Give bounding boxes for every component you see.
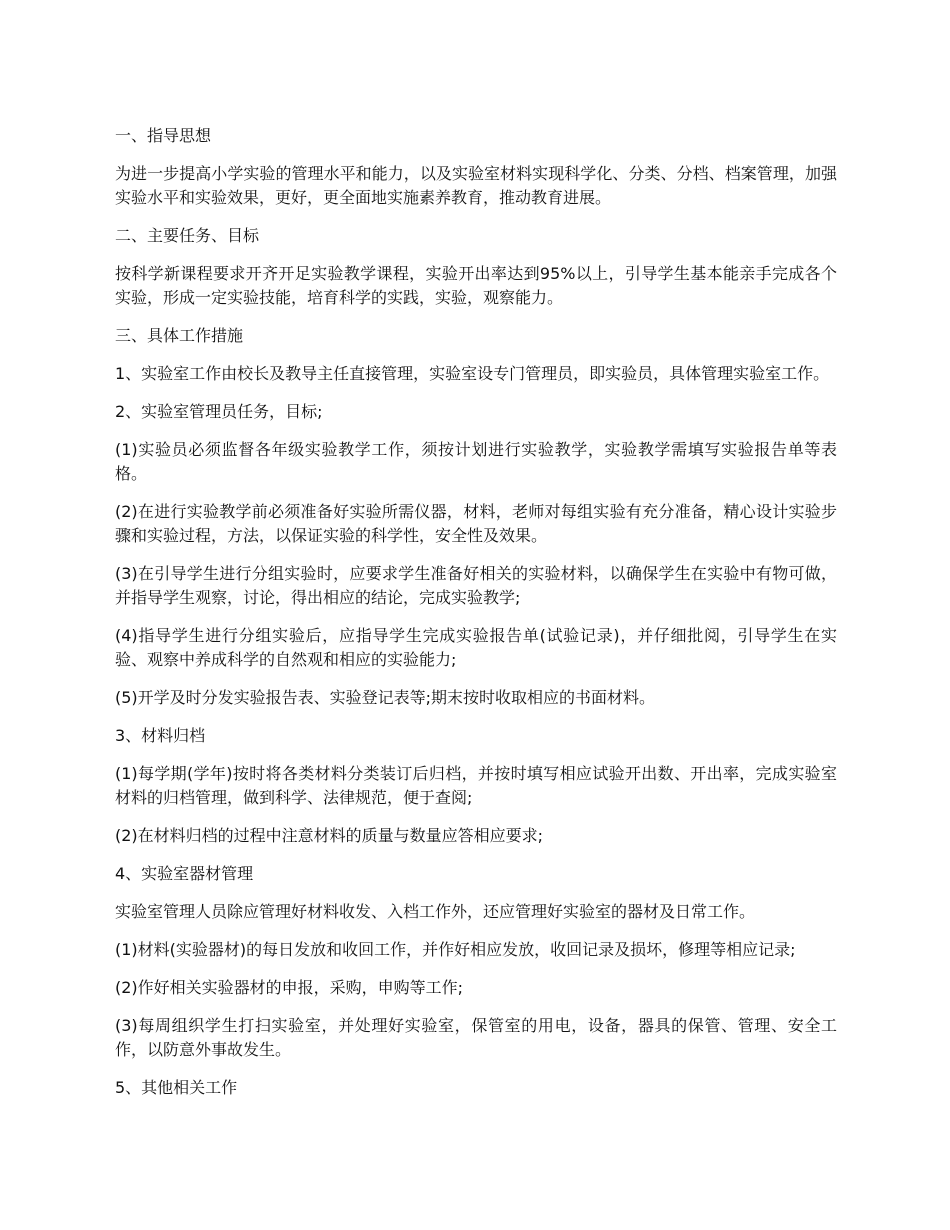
paragraph-measure-2-item-3: (3)在引导学生进行分组实验时，应要求学生准备好相关的实验材料，以确保学生在实验中有物可做，并指导学生观察，讨论，得出相应的结论，完成实验教学; (115, 564, 837, 607)
section-heading-guiding-ideology: 一、指导思想 (115, 126, 212, 145)
paragraph-measure-2-item-1: (1)实验员必须监督各年级实验教学工作，须按计划进行实验教学，实验教学需填写实验报告单等表格。 (115, 440, 837, 483)
paragraph-measure-3-item-1: (1)每学期(学年)按时将各类材料分类装订后归档，并按时填写相应试验开出数、开出率，完成实验室材料的归档管理，做到科学、法律规范，便于查阅; (115, 764, 837, 807)
paragraph-measure-4-item-1: (1)材料(实验器材)的每日发放和收回工作，并作好相应发放，收回记录及损坏，修理等相应记录; (115, 940, 796, 959)
paragraph-guiding-ideology: 为进一步提高小学实验的管理水平和能力，以及实验室材料实现科学化、分类、分档、档案管理，加强实验水平和实验效果，更好，更全面地实施素养教育，推动教育进展。 (115, 164, 837, 207)
section-heading-tasks-goals: 二、主要任务、目标 (115, 226, 260, 245)
paragraph-measure-4-intro: 实验室管理人员除应管理好材料收发、入档工作外，还应管理好实验室的器材及日常工作。 (115, 902, 756, 921)
paragraph-measure-3-item-2: (2)在材料归档的过程中注意材料的质量与数量应答相应要求; (115, 826, 544, 845)
document-page (115, 124, 837, 1114)
paragraph-measure-2: 2、实验室管理员任务，目标; (115, 402, 323, 421)
paragraph-tasks-goals: 按科学新课程要求开齐开足实验教学课程，实验开出率达到95%以上，引导学生基本能亲手完成各个实验，形成一定实验技能，培育科学的实践，实验，观察能力。 (115, 264, 837, 307)
paragraph-measure-1: 1、实验室工作由校长及教导主任直接管理，实验室设专门管理员，即实验员，具体管理实验室工作。 (115, 364, 830, 383)
paragraph-measure-4: 4、实验室器材管理 (115, 864, 254, 883)
paragraph-measure-2-item-5: (5)开学及时分发实验报告表、实验登记表等;期末按时收取相应的书面材料。 (115, 688, 656, 707)
paragraph-measure-4-item-3: (3)每周组织学生打扫实验室，并处理好实验室，保管室的用电，设备，器具的保管、管理、安全工作，以防意外事故发生。 (115, 1016, 837, 1059)
paragraph-measure-2-item-4: (4)指导学生进行分组实验后，应指导学生完成实验报告单(试验记录)，并仔细批阅，引导学生在实验、观察中养成科学的自然观和相应的实验能力; (115, 626, 837, 669)
paragraph-measure-3: 3、材料归档 (115, 726, 206, 745)
paragraph-measure-5: 5、其他相关工作 (115, 1078, 238, 1097)
paragraph-measure-2-item-2: (2)在进行实验教学前必须准备好实验所需仪器，材料，老师对每组实验有充分准备，精心设计实验步骤和实验过程，方法，以保证实验的科学性，安全性及效果。 (115, 502, 837, 545)
paragraph-measure-4-item-2: (2)作好相关实验器材的申报，采购，申购等工作; (115, 978, 464, 997)
section-heading-work-measures: 三、具体工作措施 (115, 326, 244, 345)
